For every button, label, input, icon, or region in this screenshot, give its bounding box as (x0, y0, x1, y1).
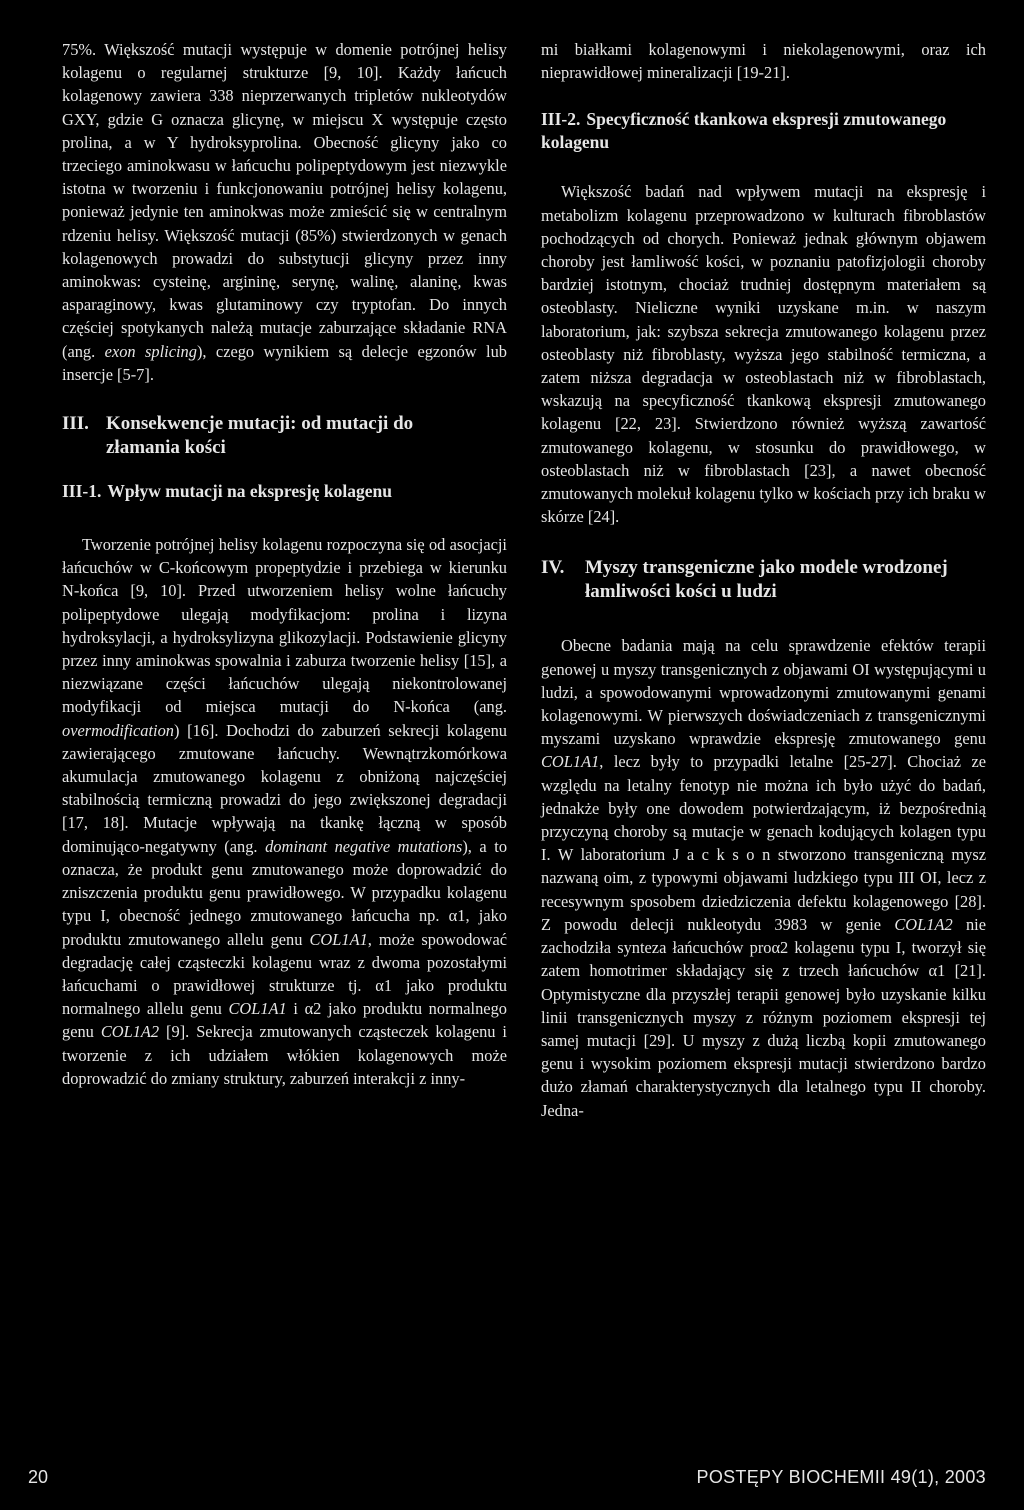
subsection-heading-iii-1: III-1. Wpływ mutacji na ekspresję kolagenu (62, 481, 392, 502)
right-paragraph-2: Większość badań nad wpływem mutacji na ekspresję i metabolizm kolagenu przeprowadzono w kulturach fibroblastów pochodzących od chorych. Ponieważ jednak głównym objawem choroby jest łamliwość kości, w poznaniu patofizjologii choroby bardziej istotnym, chociaż trudniej dostępnym materiałem są osteoblasty. Nieliczne wyniki uzyskane m.in. w naszym laboratorium, jak: szybsza sekrecja zmutowanego kolagenu przez osteoblasty niż fibroblasty, wyższa jego stabilność termiczna, a zatem niższa degradacja w osteoblastach niż w fibroblastach, wskazują na specyficzność tkankową ekspresji zmutowanego kolagenu [22, 23]. Stwierdzono również wyższą zawartość zmutowanego kolagenu, w stosunku do prawidłowego, w osteoblastach niż w fibroblastach [23], a nawet obecność zmutowanych molekuł kolagenu tylko w kościach przy ich braku w skórze [24]. (541, 182, 986, 527)
left-paragraph-2: Tworzenie potrójnej helisy kolagenu rozpoczyna się od asocjacji łańcuchów w C-końcowym propeptydzie i przebiega w kierunku N-końca [9, 10]. Przed utworzeniem helisy wolne łańcuchy polipeptydowe ulegają modyfikacjom: prolina i lizyna hydroksylacji, a hydroksylizyna glikozylacji. Podstawienie glicyny przez inny aminokwas spowalnia i zaburza tworzenie helisy [15], a niezwiązane części łańcuchów ulegają niekontrolowanej modyfikacji od miejsca mutacji do N-końca (ang. overmodification) [16]. Dochodzi do zaburzeń sekrecji kolagenu zawierającego zmutowane łańcuchy. Wewnątrzkomórkowa akumulacja zmutowanego kolagenu z obniżoną najczęściej stabilnością termiczną prowadzi do jego zwiększonej degradacji [17, 18]. Mutacje wpływają na tkankę łączną w sposób dominująco-negatywny (ang. dominant negative mutations), a to oznacza, że produkt genu zmutowanego może doprowadzić do zniszczenia produktu genu prawidłowego. W przypadku kolagenu typu I, obecność jednego zmutowanego łańcucha np. α1, jako produktu zmutowanego allelu genu COL1A1, może spowodować degradację całej cząsteczki kolagenu wraz z dwoma pozostałymi łańcuchami o prawidłowej strukturze tj. α1 jako produktu normalnego allelu genu COL1A1 i α2 jako produktu normalnego genu COL1A2 [9]. Sekrecja zmutowanych cząsteczek kolagenu i tworzenie z ich udziałem włókien kolagenowych może doprowadzić do zmiany struktury, zaburzeń interakcji z inny- (62, 535, 508, 1088)
right-paragraph-3: Obecne badania mają na celu sprawdzenie efektów terapii genowej u myszy transgenicznych z objawami OI występującymi u ludzi, a spowodowanymi wprowadzonymi zmutowanymi genami kolagenowymi. W pierwszych doświadczeniach z transgenicznymi myszami uzyskano wprawdzie ekspresję zmutowanego genu COL1A1, lecz były to przypadki letalne [25-27]. Chociaż ze względu na letalny fenotyp nie można ich było użyć do badań, jednakże były one dowodem potwierdzającym, iż bezpośrednią przyczyną choroby są mutacje w genach kodujących kolagen typu I. W laboratorium J a c k s o n stworzono transgeniczną mysz nazwaną oim, z typowymi objawami ludzkiego typu III OI, lecz z recesywnym sposobem dziedziczenia defektu kolagenowego [28]. Z powodu delecji nukleotydu 3983 w genie COL1A2 nie zachodziła synteza łańcuchów proα2 kolagenu typu I, tworzył się zatem homotrimer składający się z trzech łańcuchów α1 [21]. Optymistyczne dla przyszłej terapii genowej było uzyskanie kilku linii transgenicznych myszy z różnym poziomem ekspresji tej samej mutacji [29]. U myszy z dużą liczbą kopii zmutowanego genu i wysokim poziomem ekspresji mutacji stwierdzono bardzo dużo złamań charakterystycznych dla letalnego typu II choroby. Jedna- (541, 636, 986, 1120)
left-column (62, 38, 507, 1090)
section-heading-iii: III. Konsekwencje mutacji: od mutacji do złamania kości (62, 413, 414, 459)
section-heading-iv: IV. Myszy transgeniczne jako modele wrodzonej łamliwości kości u ludzi (541, 557, 948, 603)
page-number: 20 (28, 1467, 49, 1487)
right-column (541, 38, 986, 1122)
journal-footer: POSTĘPY BIOCHEMII 49(1), 2003 (696, 1467, 986, 1487)
right-paragraph-1: mi białkami kolagenowymi i niekolagenowymi, oraz ich nieprawidłowej mineralizacji [19-21]. (541, 40, 986, 83)
left-paragraph-1: 75%. Większość mutacji występuje w domenie potrójnej helisy kolagenu o regularnej strukturze [9, 10]. Każdy łańcuch kolagenowy zawiera 338 nieprzerwanych tripletów nukleotydów GXY, gdzie G oznacza glicynę, w miejscu X występuje często prolina, a w Y hydroksyprolina. Obecność glicyny jako co trzeciego aminokwasu w łańcuchu polipeptydowym jest niezwykle istotna w tworzeniu i funkcjonowaniu potrójnej helisy kolagenu, ponieważ jedynie ten aminokwas może zmieścić się w centralnym rdzeniu helisy. Większość mutacji (85%) stwierdzonych w genach kolagenowych prowadzi do substytucji glicyny przez inny aminokwas: cysteinę, argininę, serynę, walinę, alaninę, kwas asparaginowy, kwas glutaminowy czy tryptofan. Do innych częściej spotykanych należą mutacje zaburzające składanie RNA (ang. exon splicing), czego wynikiem są delecje egzonów lub insercje [5-7]. (62, 40, 507, 384)
subsection-heading-iii-2: III-2. Specyficzność tkankowa ekspresji zmutowanego kolagenu (541, 109, 947, 153)
